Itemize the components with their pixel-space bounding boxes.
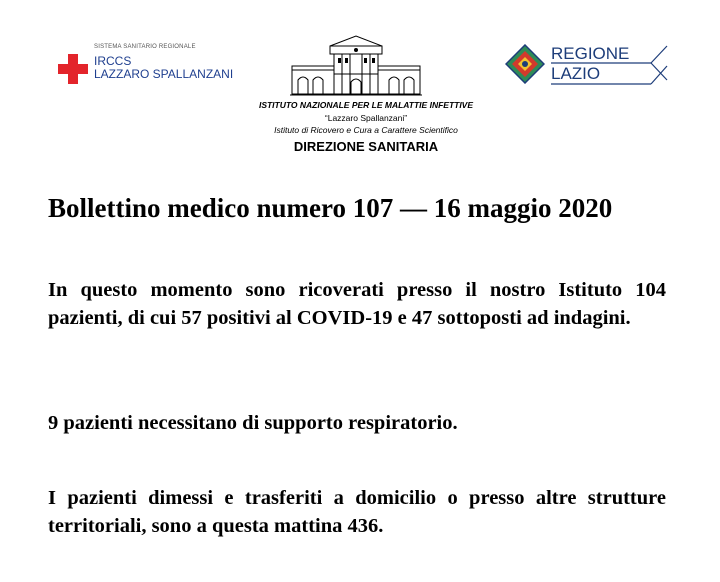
bulletin-paragraph-admissions: In questo momento sono ricoverati presso il nostro Istituto 104 pazienti, di cui 57 positivi al COVID-19 e 47 sottoposti ad indagini.: [48, 279, 666, 329]
bulletin-title: Bollettino medico numero 107 — 16 maggio 2020: [48, 193, 613, 223]
regional-health-system-label: SISTEMA SANITARIO REGIONALE: [94, 44, 196, 50]
bulletin-paragraph-respiratory: 9 pazienti necessitano di supporto respiratorio.: [48, 412, 458, 434]
lazio-emblem-icon: [505, 44, 545, 84]
lazio-label: LAZIO: [551, 64, 601, 83]
irccs-spallanzani-logo: [58, 44, 238, 88]
spallanzani-label: LAZZARO SPALLANZANI: [94, 67, 234, 81]
bulletin-paragraph-discharges: I pazienti dimessi e trasferiti a domicilio o presso altre strutture territoriali, sono a questa mattina 436.: [48, 487, 666, 537]
regione-label: REGIONE: [551, 44, 630, 63]
institute-name: ISTITUTO NAZIONALE PER LE MALATTIE INFETTIVE: [258, 100, 474, 110]
institute-building-icon: [290, 34, 422, 96]
department-name: DIREZIONE SANITARIA: [293, 139, 439, 154]
institute-type: Istituto di Ricovero e Cura a Carattere Scientifico: [274, 125, 458, 135]
irccs-label: IRCCS: [94, 54, 132, 68]
red-cross-icon: [58, 54, 88, 84]
institute-quote: “Lazzaro Spallanzani”: [324, 113, 408, 123]
regione-lazio-logo: [505, 44, 670, 86]
